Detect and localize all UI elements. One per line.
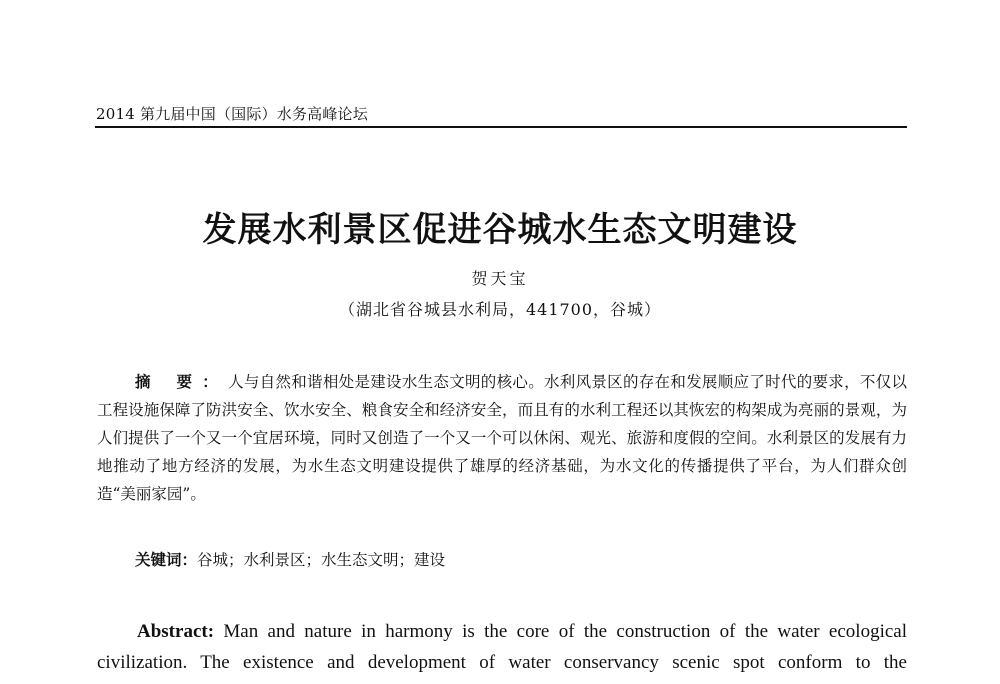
keywords-label: 关键词：: [135, 550, 198, 569]
english-abstract-text: Man and nature in harmony is the core of the construction of the water ecological civilization. The existence and development of water conservancy scenic spot conform to the: [97, 621, 907, 673]
paper-title: 发展水利景区促进谷城水生态文明建设: [202, 210, 798, 250]
author-affiliation: （湖北省谷城县水利局，441700，谷城）: [338, 300, 662, 319]
english-abstract: [97, 616, 907, 678]
keywords: [135, 546, 905, 574]
keywords-text: 谷城；水利景区；水生态文明；建设: [197, 551, 446, 569]
chinese-abstract-label: 摘 要：: [135, 372, 229, 391]
header-rule: [95, 126, 907, 128]
chinese-abstract-text: 人与自然和谐相处是建设水生态文明的核心。水利风景区的存在和发展顺应了时代的要求，不仅以工程设施保障了防洪安全、饮水安全、粮食安全和经济安全，而且有的水利工程还以其恢宏的构架成为亮丽的景观，为人们提供了一个又一个宜居环境，同时又创造了一个又一个可以休闲、观光、旅游和度假的空间。水利景区的发展有力地推动了地方经济的发展，为水生态文明建设提供了雄厚的经济基础，为水文化的传播提供了平台，为人们群众创造“美丽家园”。: [97, 373, 907, 503]
running-header: 2014 第九届中国（国际）水务高峰论坛: [96, 105, 368, 123]
chinese-abstract: [97, 368, 907, 508]
author-name: 贺天宝: [471, 269, 529, 288]
english-abstract-label: Abstract:: [137, 621, 215, 642]
